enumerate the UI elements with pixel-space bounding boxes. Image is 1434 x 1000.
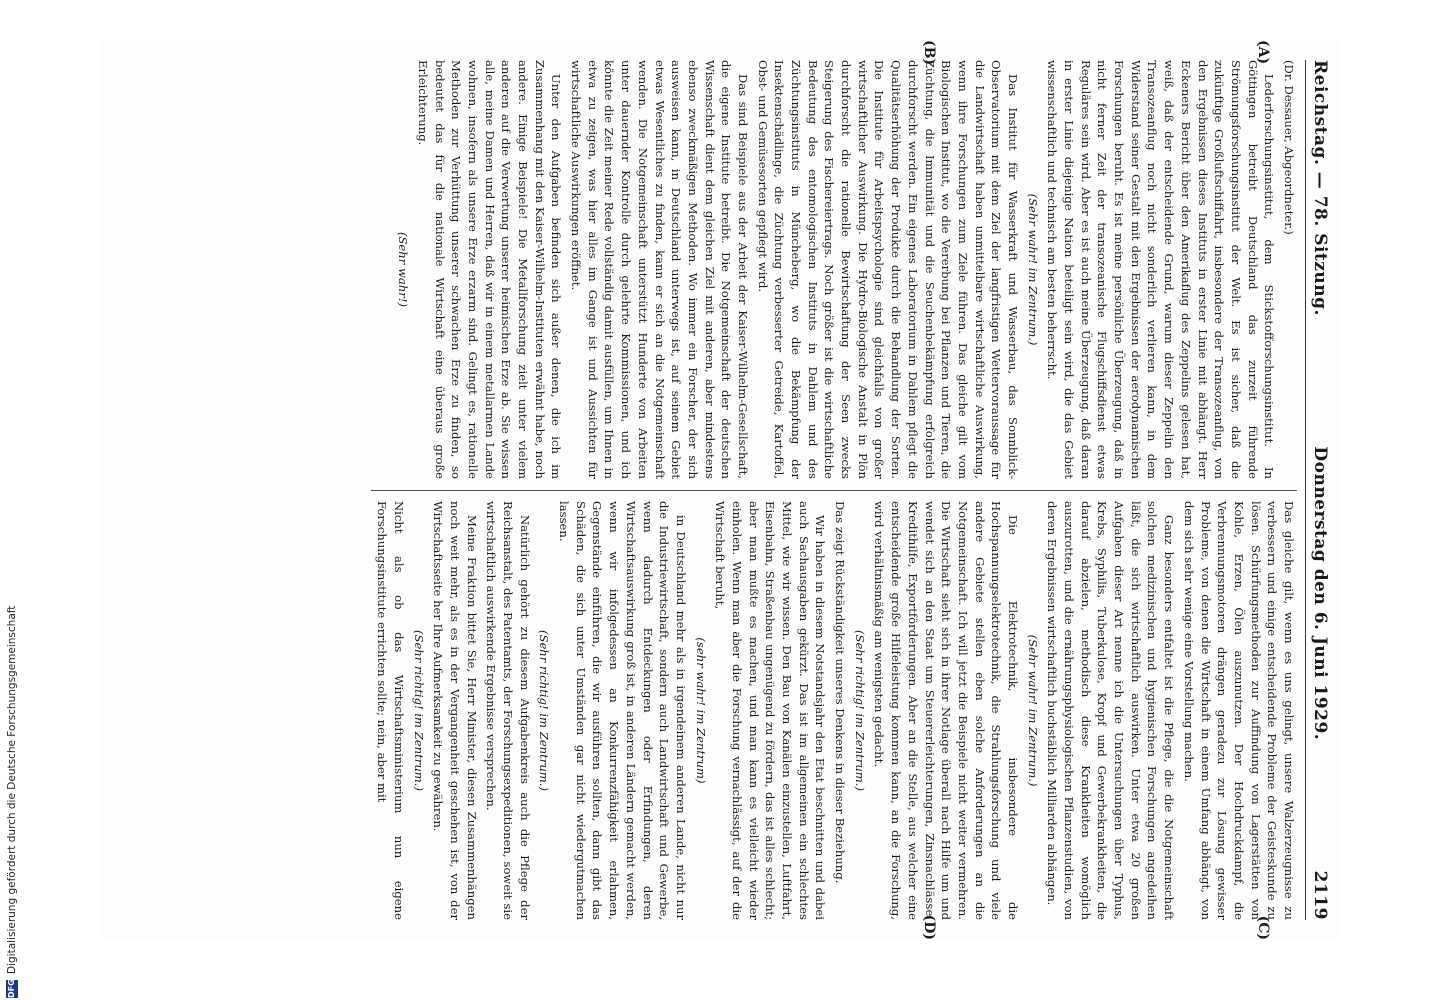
text-columns xyxy=(371,40,1297,940)
interjection: (Sehr richtig! im Zentrum.) xyxy=(537,629,552,791)
dfg-logo-icon: DFG xyxy=(7,979,16,998)
header-date: Donnerstag den 6. Juni 1929. xyxy=(1310,446,1330,741)
interjection: (sehr wahr! im Zentrum) xyxy=(693,637,708,784)
interjection: (Sehr wahr! im Zentrum.) xyxy=(1025,193,1040,346)
interjection: (Sehr wahr!) xyxy=(396,231,411,308)
paragraph: (Dr. Dessauer, Abgeordneter.) xyxy=(1282,60,1296,235)
paragraph: Meine Fraktion bittet Sie, Herr Minister, diesen Zusammenhängen noch weit mehr, als es in der Vergangenheit geschehen ist, von der Wirtschaftsseite her Ihre Aufmerksamkeit zu gewähren. xyxy=(431,501,479,920)
margin-marker-d: (D) xyxy=(921,914,937,940)
paragraph: in Deutschland mehr als in irgendeinem anderen Lande, nicht nur die Industriewirtschaft, sondern auch Landwirtschaft und Gewerbe, wenn dadurch Entdeckungen oder Erfindungen, deren Wirtschaftsauswirkung groß ist, in anderen Ländern gemacht werden, wenn wir infolgedessen an Konkurrenzfähigkeit erlahmen, Gegenstände einführen, die wir ausführen sollten, dann gibt das Schäden, die sich unter Umständen gar nicht wiedergutmachen lassen. xyxy=(557,501,688,920)
digitization-credit xyxy=(6,606,18,998)
page-number: 2119 xyxy=(1310,870,1330,920)
page-header xyxy=(1305,60,1330,920)
column-divider xyxy=(371,490,1297,491)
margin-marker-a: (A) xyxy=(1255,40,1271,65)
left-column xyxy=(371,60,1297,479)
margin-marker-b: (B) xyxy=(921,40,937,66)
rotated-document-page xyxy=(100,40,1340,940)
paragraph: Das sind Beispiele aus der Arbeit der Kaiser-Wilhelm-Gesellschaft, die eigene Institute betreibt. Die Notgemeinschaft der deutschen Wissenschaft dient dem gleichen Ziel mit anderen, aber mindestens ebenso zweckmäßigen Methoden. Wo immer ein Forscher, der sich ausweisen kann, in Deutschland unterwegs ist, auf seinem Gebiet etwas Wesentliches zu finden, kann er sich an die Notgemeinschaft wenden. Die Notgemeinschaft unterstützt Hunderte von Arbeiten unter dauernder Kontrolle durch gelehrte Kommissionen, und ich könnte die Zeit meiner Rede vollständig damit ausfüllen, um Ihnen in etwa zu zeigen, was hier alles im Gange ist und Aussichten für wirtschaftliche Auswirkungen eröffnet. xyxy=(569,60,750,479)
paragraph: Die Elektrotechnik, insbesondere die Hochspannungselektrotechnik, die Strahlungsforschung und viele andere Gebiete stellen eben solche Anforderungen an die Notgemeinschaft. Ich will jetzt die Beispiele nicht weiter vermehren. Die Wirtschaft sieht sich in ihrer Notlage überall nach Hilfe um und wendet sich an den Staat um Steuererleichterungen, Zinsnachlässe, Kredithilfe, Exportförderungen. Aber an die Stelle, aus welcher eine entscheidende große Hilfeleistung kommen kann, an die Forschung, wird verhältnismäßig am wenigsten gedacht. xyxy=(872,501,1020,920)
credit-text: Digitalisierung gefördert durch die Deutsche Forschungsgemeinschaft xyxy=(6,605,18,974)
interjection: (Sehr richtig! im Zentrum.) xyxy=(411,629,426,791)
interjection: (Sehr richtig! im Zentrum.) xyxy=(852,629,867,791)
paragraph: Lederforschungsinstitut, dem Stickstofforschungsinstitut. In Göttingen betreibt Deutschland das zurzeit führende Strömungsforschungsinstitut der Welt. Es ist sicher, daß die zukünftige Großluftschiffahrt, insbesondere der Transozeanflug, von den Ergebnissen dieses Instituts in erster Linie mit abhängt. Herr Eckeners Bericht über den Amerikaflug des Zeppelins gelesen hat, weiß, daß der entscheidende Grund, warum dieser Zeppelin den Transozeanflug noch nicht sonderlich verlieren kann, in dem Widerstand seiner Gestalt mit den Ergebnissen der aerodynamischen Forschungen beruht. Es ist meine persönliche Überzeugung, daß in nicht ferner Zeit der transozeanische Flugschiffsdienst etwas Reguläres sein wird. Aber es ist auch meine Überzeugung, daß daran in erster Linie diejenige Nation beteiligt sein wird, die das Gebiet wissenschaftlich und technisch am besten beherrscht. xyxy=(1045,60,1277,479)
paragraph: Das zeigt Rückständigkeit unseres Denkens in dieser Beziehung. xyxy=(833,501,848,884)
paragraph: Das gleiche gilt, wenn es uns gelingt, unsere Walzerzeugnisse zu verbessern und einige entscheidende Probleme der Geisteskunde zu lösen. Schürfungsmethoden zur Auffindung von Lagerstätten von Kohle, Erzen, Ölen auszunutzen. Der Hochdruckdampf, die Verbrennungsmotoren drängen geradezu zur Lösung gewisser Probleme, von denen die Wirtschaft in einem Umfang abhängt, von dem sich sehr wenige eine Vorstellung machen. xyxy=(1181,501,1296,920)
paragraph: Natürlich gehört zu diesem Aufgabenkreis auch die Pflege der Reichsanstalt, des Patentamts, der Forschungsexpeditionen, soweit sie wirtschaftlich auswirkende Ergebnisse versprechen. xyxy=(484,501,532,920)
paragraph: Nicht als ob das Wirtschaftsministerium nun eigene Forschungsinstitute errichten sollte; nein, aber mit xyxy=(375,501,406,920)
margin-marker-c: (C) xyxy=(1255,915,1271,940)
paragraph: Ganz besonders entfaltet ist die Pflege, die die Notgemeinschaft solchen medizinischen und hygienischen Forschungen angedeihen läßt, die sich wirtschaftlich auswirken. Unter etwa 20 großen Aufgaben dieser Art nenne ich die Untersuchungen über Typhus, Krebs, Syphilis, Tuberkulose, Kropf und Gewerbekrankheiten, die darauf abzielen, methodisch diese Krankheiten womöglich auszurotten, und die ernährungsphysiologischen Pflanzenstudien, von deren Ergebnissen wirtschaftlich buchstäblich Milliarden abhängen. xyxy=(1045,501,1177,920)
interjection: (Sehr wahr! im Zentrum.) xyxy=(1025,634,1040,787)
paragraph: Das Institut für Wasserkraft und Wasserbau, das Sonnblick-Observatorium mit dem Ziel der langfristigen Wettervoraussage für die Landwirtschaft haben unmittelbare wirtschaftliche Auswirkung, wenn ihre Forschungen zum Ziele führen. Das gleiche gilt vom Biologischen Institut, wo die Vererbung bei Pflanzen und Tieren, die Züchtung, die Immunität und die Seuchenbekämpfung erfolgreich durchforscht werden. Ein eigenes Laboratorium in Dahlem pflegt die Qualitätserhöhung der Produkte durch die Behandlung der Sorten. Die Institute für Arbeitspsychologie sind gleichfalls von großer wirtschaftlicher Auswirkung. Die Hydro-Biologische Anstalt in Plön durchforscht die rationelle Bewirtschaftung der Seen zwecks Steigerung des Fischereiertrags. Noch größer ist die wirtschaftliche Bedeutung des entomologischen Instituts in Dahlem und des Züchtungsinstituts in Müncheberg, wo die Bekämpfung der Insektenschädlinge, die Züchtung verbesserter Getreide, Kartoffel, Obst- und Gemüsesorten gepflegt wird. xyxy=(755,60,1020,479)
header-left: Reichstag. — 78. Sitzung. xyxy=(1310,60,1330,316)
paragraph: Unter den Aufgaben befinden sich außer denen, die ich im Zusammenhang mit den Kaiser-Wilhelm-Instituten erwähnt habe, noch andere. Einige Beispiele! Die Metallforschung zielt unter vielem anderen auf die Verwertung unserer heimischen Erze ab. Sie wissen alle, meine Damen und Herren, daß wir in einem metallarmen Lande wohnen, insofern als unsere Erze erzarm sind. Gelingt es, rationelle Methoden zur Verhüttung unserer schwachen Erze zu finden, so bedeutet das für die nationale Wirtschaft eine überaus große Erleichterung. xyxy=(415,60,564,479)
right-column xyxy=(371,501,1297,920)
paragraph: Wir haben in diesem Notstandsjahr den Etat beschnitten und dabei auch Sachausgaben gekürzt. Das ist im allgemeinen ein schlechtes Mittel, wie wir wissen. Den Bau von Kanälen einzustellen, Luftfahrt, Eisenbahn, Straßenbau ungenügend zu fördern, das ist alles schlecht; aber man mußte es machen, und man kann es vielleicht wieder einholen. Wenn man aber die Forschung vernachlässigt, auf der die Wirtschaft beruht, xyxy=(713,501,828,920)
